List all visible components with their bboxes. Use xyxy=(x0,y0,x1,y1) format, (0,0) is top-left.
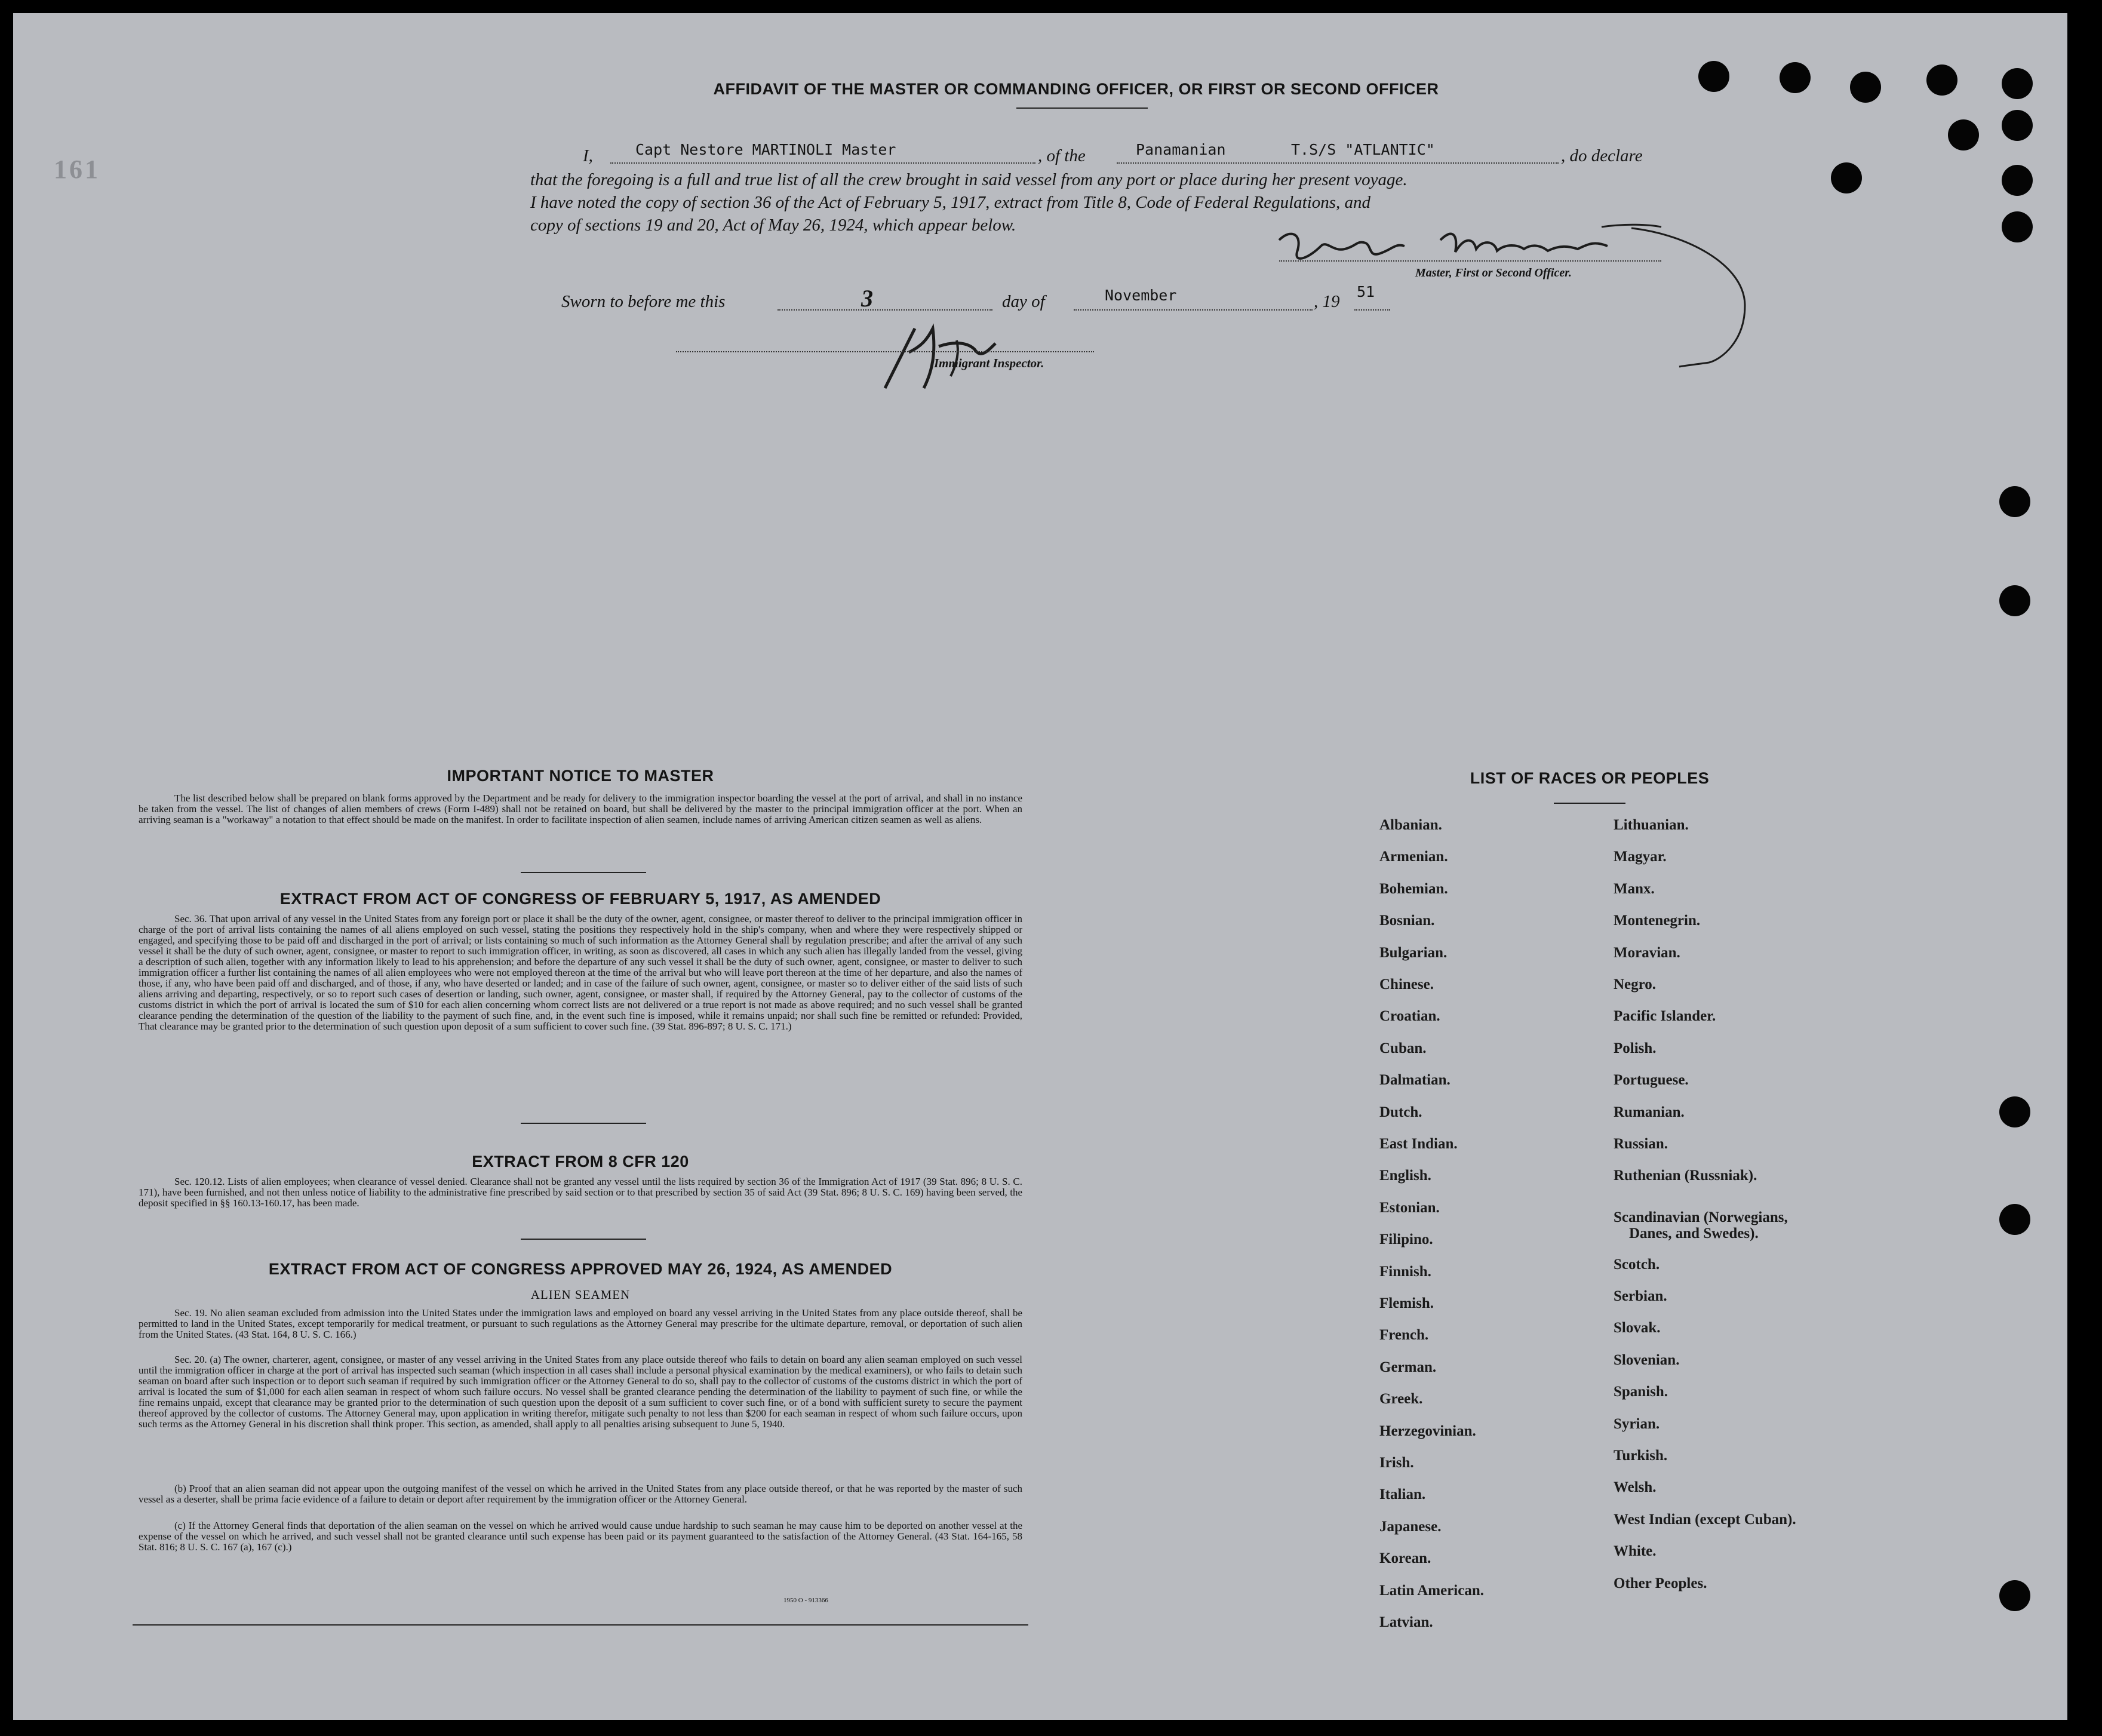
extract-cfr-body: Sec. 120.12. Lists of alien employees; when clearance of vessel denied. Clearance shall not be granted any vessel until the lists required by section 36 of the Immigration Act of 1917 (39 Stat. 896; 8 U. S. C. 171), have been furnished, and not then unless notice of liability to the administrative fine prescribed by said section or to that prescribed by section 35 of said Act (39 Stat. 896; 8 U. S. C. 169) having been served, the deposit specified in §§ 160.13-160.17, has been made. xyxy=(139,1176,1022,1209)
race-item: Bohemian. xyxy=(1379,880,1448,897)
race-item: Scandinavian (Norwegians, xyxy=(1614,1209,1788,1225)
races-title: LIST OF RACES OR PEOPLES xyxy=(1470,769,1710,787)
alien-seamen-subtitle: ALIEN SEAMEN xyxy=(530,1288,631,1302)
race-item: Bosnian. xyxy=(1379,912,1435,929)
race-item: Spanish. xyxy=(1614,1384,1668,1400)
punch-hole xyxy=(1850,72,1881,103)
bottom-rule xyxy=(133,1624,1028,1626)
race-item: Pacific Islander. xyxy=(1614,1008,1716,1025)
race-item: Japanese. xyxy=(1379,1518,1442,1535)
sworn-day-line xyxy=(778,309,992,311)
punch-hole xyxy=(1698,61,1729,92)
race-item: Flemish. xyxy=(1379,1295,1434,1311)
race-item: Scotch. xyxy=(1614,1256,1660,1273)
race-item: Turkish. xyxy=(1614,1448,1668,1464)
race-item: West Indian (except Cuban). xyxy=(1614,1511,1796,1528)
affidavit-title: AFFIDAVIT OF THE MASTER OR COMMANDING OFFICER, OR FIRST OR SECOND OFFICER xyxy=(713,80,1439,98)
race-item: Finnish. xyxy=(1379,1263,1431,1280)
race-item: Dalmatian. xyxy=(1379,1072,1450,1089)
year-suffix-field: 51 xyxy=(1357,283,1375,300)
race-item: Korean. xyxy=(1379,1550,1431,1567)
punch-hole xyxy=(1780,62,1811,93)
race-item: Croatian. xyxy=(1379,1008,1440,1025)
extract-1924-sec20b: (b) Proof that an alien seaman did not appear upon the outgoing manifest of the vessel on which he arrived in the United States from any place outside thereof, or that he was reported by the master of such vessel as a deserter, shall be prima facie evidence of a failure to detain or deport after requirement by the immigration officer or the Attorney General. xyxy=(139,1483,1022,1505)
race-item: Albanian. xyxy=(1379,817,1442,833)
document-sheet xyxy=(13,13,2067,1720)
race-item: Latin American. xyxy=(1379,1582,1484,1599)
print-code: 1950 O - 913366 xyxy=(783,1597,828,1604)
do-declare-label: , do declare xyxy=(1561,146,1643,165)
punch-hole xyxy=(2002,110,2033,141)
race-item: Greek. xyxy=(1379,1391,1423,1408)
sworn-month-line xyxy=(1074,309,1313,311)
punch-hole xyxy=(1926,64,1957,96)
divider xyxy=(521,1123,646,1124)
punch-hole xyxy=(1999,1580,2030,1611)
race-item: Russian. xyxy=(1614,1136,1668,1152)
race-item: Portuguese. xyxy=(1614,1072,1689,1089)
race-item: Negro. xyxy=(1614,976,1657,993)
punch-hole xyxy=(2002,68,2033,99)
extract-1917-title: EXTRACT FROM ACT OF CONGRESS OF FEBRUARY 5, 1917, AS AMENDED xyxy=(279,890,881,908)
margin-mark: 161 xyxy=(54,155,100,184)
notice-body: The list described below shall be prepared on blank forms approved by the Department and be ready for delivery to the immigration inspector boarding the vessel at the port of arrival, and shall in no instance be taken from the vessel. The list of changes of alien members of crews (Form I-489) shall not be retained on board, but shall be delivered by the master to the principal immigration officer at the port. When an arriving seaman is a "workaway" a notation to that effect should be made on the manifest. In order to facilitate inspection of alien seamen, include names of arriving American citizen seamen as well as aliens. xyxy=(139,792,1022,825)
divider xyxy=(521,872,646,873)
race-item: Slovak. xyxy=(1614,1320,1661,1336)
race-item: East Indian. xyxy=(1379,1136,1458,1152)
master-signature-label: Master, First or Second Officer. xyxy=(1415,266,1572,279)
punch-hole xyxy=(2002,165,2033,196)
punch-hole xyxy=(1999,1096,2030,1127)
vessel-name-field: T.S/S "ATLANTIC" xyxy=(1291,141,1435,158)
race-item: Moravian. xyxy=(1614,944,1680,961)
declaration-line-3: I have noted the copy of section 36 of the Act of February 5, 1917, extract from Title 8, Code of Federal Regulations, and xyxy=(530,193,1371,212)
sworn-label: Sworn to before me this xyxy=(561,292,726,311)
race-item: Lithuanian. xyxy=(1614,817,1689,833)
declaration-line-2: that the foregoing is a full and true list of all the crew brought in said vessel from any port or place during her present voyage. xyxy=(530,170,1408,189)
punch-hole xyxy=(1999,585,2030,616)
extract-1924-title: EXTRACT FROM ACT OF CONGRESS APPROVED MAY 26, 1924, AS AMENDED xyxy=(268,1260,893,1278)
vessel-nationality-field: Panamanian xyxy=(1136,141,1226,158)
race-item: Montenegrin. xyxy=(1614,912,1701,929)
punch-hole xyxy=(1999,486,2030,517)
inspector-signature-line xyxy=(676,351,1094,352)
race-item: Herzegovinian. xyxy=(1379,1422,1476,1439)
inspector-label: Immigrant Inspector. xyxy=(934,356,1044,370)
extract-cfr-title: EXTRACT FROM 8 CFR 120 xyxy=(472,1153,689,1170)
vessel-line xyxy=(1117,162,1559,164)
punch-hole xyxy=(1948,119,1979,150)
master-signature-line xyxy=(1279,260,1661,262)
race-item: Rumanian. xyxy=(1614,1104,1685,1120)
race-item: Other Peoples. xyxy=(1614,1575,1707,1591)
race-item: Danes, and Swedes). xyxy=(1629,1225,1759,1242)
punch-hole xyxy=(1999,1204,2030,1235)
notice-title: IMPORTANT NOTICE TO MASTER xyxy=(447,767,714,785)
race-item: White. xyxy=(1614,1543,1657,1560)
race-item: Bulgarian. xyxy=(1379,944,1448,961)
year-line xyxy=(1354,309,1390,311)
extract-1917-body: Sec. 36. That upon arrival of any vessel in the United States from any foreign port or place it shall be the duty of the owner, agent, consignee, or master thereof to deliver to the principal immigration officer in charge of the port of arrival lists containing the names of all aliens employed on such vessel, stating the positions they respectively hold in the ship's company, when and where they were respectively shipped or engaged, and specifying those to be paid off and discharged in the port of arrival; or lists containing so much of such information as the Attorney General shall by regulation prescribe; and after the arrival of any such vessel it shall be the duty of such owner, agent, consignee, or master to report to such immigration officer, in writing, as soon as discovered, all cases in which any such alien has illegally landed from the vessel, giving a description of such alien, together with any information likely to lead to his apprehension; and before the departure of any such vessel it shall be the duty of such owner, agent, consignee, or master to deliver to such immigration officer a further list containing the names of all alien employees who were not employed thereon at the time of the arrival but who will leave port thereon at the time of her departure, and also the names of those, if any, who have been paid off and discharged, and of those, if any, who have deserted or landed; and in case of the failure of such owner, agent, consignee, or master so to deliver either of the said lists of such aliens arriving and departing, respectively, or so to report such cases of desertion or landing, such owner, agent, consignee, or master shall, if required by the Attorney General, pay to the collector of customs of the customs district in which the port of arrival is located the sum of $10 for each alien concerning whom correct lists are not delivered or a true report is not made as above required; and no such vessel shall be granted clearance pending the determination of the question of the liability to the payment of such fine, and, in the event such fine is imposed, while it remains unpaid; nor shall such fine be remitted or refunded: Provided, That clearance may be granted prior to the determination of such question upon deposit of a sum sufficient to cover such fine. (39 Stat. 896-897; 8 U. S. C. 171.) xyxy=(139,913,1022,1032)
i-label: I, xyxy=(583,146,593,165)
sworn-day-field: 3 xyxy=(861,285,873,312)
race-item: Dutch. xyxy=(1379,1104,1422,1120)
race-item: Syrian. xyxy=(1614,1415,1660,1432)
race-item: Magyar. xyxy=(1614,849,1667,865)
race-item: Ruthenian (Russniak). xyxy=(1614,1167,1757,1184)
race-item: English. xyxy=(1379,1167,1431,1184)
of-the-label: , of the xyxy=(1038,146,1086,165)
declaration-line-4: copy of sections 19 and 20, Act of May 26, 1924, which appear below. xyxy=(530,216,1016,235)
race-item: German. xyxy=(1379,1359,1437,1375)
punch-hole xyxy=(2002,211,2033,242)
race-item: Welsh. xyxy=(1614,1479,1657,1496)
master-name-field: Capt Nestore MARTINOLI Master xyxy=(635,141,896,158)
race-item: Manx. xyxy=(1614,880,1655,897)
race-item: Italian. xyxy=(1379,1486,1426,1503)
race-item: Polish. xyxy=(1614,1040,1657,1056)
race-item: Cuban. xyxy=(1379,1040,1427,1056)
race-item: Chinese. xyxy=(1379,976,1434,993)
races-divider xyxy=(1554,803,1625,804)
race-item: Filipino. xyxy=(1379,1231,1433,1248)
extract-1924-sec20c: (c) If the Attorney General finds that deportation of the alien seaman on the vessel on which he arrived would cause undue hardship to such seaman he may cause him to be deported on another vessel at the expense of the vessel on which he arrived, and such vessel shall not be granted clearance until such expense has been paid or its payment guaranteed to the satisfaction of the Attorney General. (43 Stat. 164-165, 58 Stat. 816; 8 U. S. C. 167 (a), 167 (c).) xyxy=(139,1520,1022,1553)
race-item: Estonian. xyxy=(1379,1199,1440,1216)
race-item: Armenian. xyxy=(1379,849,1448,865)
inspector-signature xyxy=(867,317,1022,394)
race-item: French. xyxy=(1379,1327,1429,1344)
title-divider xyxy=(1016,107,1148,109)
day-of-label: day of xyxy=(1002,292,1045,311)
race-item: Latvian. xyxy=(1379,1614,1433,1630)
divider xyxy=(521,1239,646,1240)
extract-1924-sec19: Sec. 19. No alien seaman excluded from admission into the United States under the immigration laws and employed on board any vessel arriving in the United States from any place outside thereof, shall be permitted to land in the United States, except temporarily for medical treatment, or pursuant to such regulations as the Attorney General may prescribe for the ultimate departure, removal, or deportation of such alien from the United States. (43 Stat. 164, 8 U. S. C. 166.) xyxy=(139,1307,1022,1340)
sworn-month-field: November xyxy=(1105,287,1177,304)
race-item: Irish. xyxy=(1379,1455,1414,1471)
master-name-line xyxy=(610,162,1035,164)
punch-hole xyxy=(1831,162,1862,193)
year-prefix: , 19 xyxy=(1314,292,1340,311)
race-item: Slovenian. xyxy=(1614,1351,1680,1368)
extract-1924-sec20a: Sec. 20. (a) The owner, charterer, agent, consignee, or master of any vessel arriving in the United States from any place outside thereof who fails to detain on board any alien seaman employed on such vessel until the immigration officer in charge at the port of arrival has inspected such seaman (which inspection in all cases shall include a personal physical examination by the medical examiners), or who fails to detain such seaman on board after such inspection or to deport such seaman if required by such immigration officer or the Attorney General to do so, shall pay to the collector of customs of the customs district in which the port of arrival is located the sum of $1,000 for each alien seaman in respect of whom such failure occurs. No vessel shall be granted clearance pending the determination of the liability to payment of such fine, or while the fine remains unpaid, except that clearance may be granted prior to the determination of such question upon the deposit of a sum sufficient to cover such fine, or of a bond with sufficient surety to secure the payment thereof approved by the collector of customs. The Attorney General may, upon application in writing therefor, mitigate such penalty to not less than $200 for each seaman in respect of whom such failure occurs, upon such terms as the Attorney General in his discretion shall think proper. This section, as amended, shall apply to all penalties arising subsequent to June 5, 1940. xyxy=(139,1354,1022,1430)
race-item: Serbian. xyxy=(1614,1288,1667,1304)
master-signature xyxy=(1267,216,1805,383)
